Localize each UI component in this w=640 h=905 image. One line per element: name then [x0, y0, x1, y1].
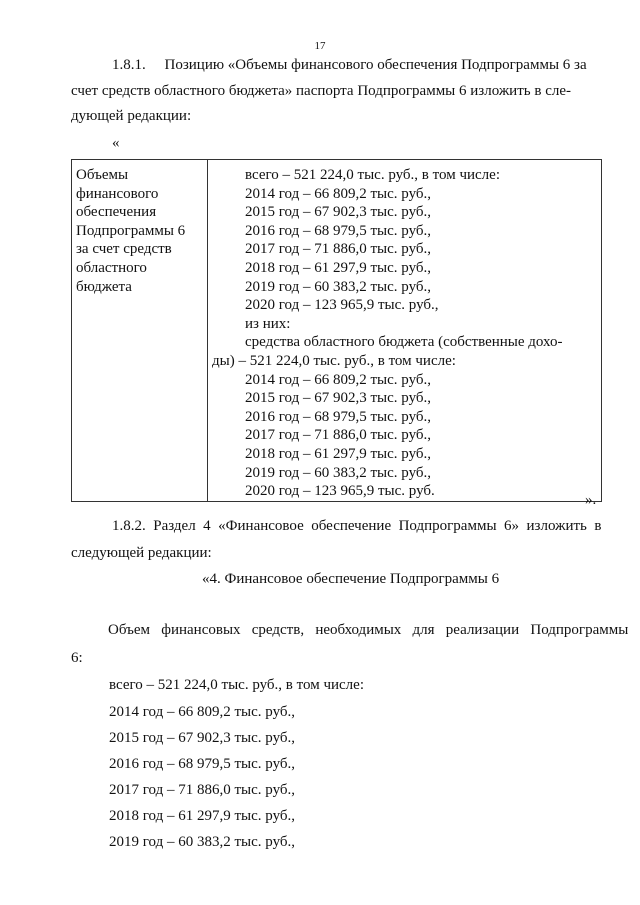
left-cell-line: финансового — [76, 185, 159, 202]
close-quote: ». — [585, 492, 597, 508]
right-cell-line: 2016 год – 68 979,5 тыс. руб., — [245, 222, 432, 239]
funding-list-item: 2014 год – 66 809,2 тыс. руб., — [109, 704, 296, 720]
right-cell-line: 2018 год – 61 297,9 тыс. руб., — [245, 259, 432, 276]
right-cell-line: 2019 год – 60 383,2 тыс. руб., — [245, 464, 432, 481]
body-paragraph-line-2: 6: — [71, 650, 83, 666]
passport-table — [71, 159, 602, 502]
right-cell-line: 2016 год – 68 979,5 тыс. руб., — [245, 408, 432, 425]
right-cell-line: 2015 год – 67 902,3 тыс. руб., — [245, 204, 432, 221]
right-cell-line: 2017 год – 71 886,0 тыс. руб., — [245, 427, 432, 444]
right-cell-line: из них: — [245, 315, 291, 332]
body-paragraph-line-1: Объем финансовых средств, необходимых для реализации Подпрограммы — [108, 622, 629, 638]
funding-list-item: 2016 год – 68 979,5 тыс. руб., — [109, 756, 296, 772]
section-1-8-1-line-3: дующей редакции: — [71, 108, 192, 124]
left-cell-line: бюджета — [76, 278, 132, 295]
funding-list-item: всего – 521 224,0 тыс. руб., в том числе: — [109, 677, 364, 693]
left-cell-line: за счет средств — [76, 241, 172, 258]
page-number: 17 — [314, 40, 326, 52]
right-cell-hanging-line: ды) – 521 224,0 тыс. руб., в том числе: — [212, 352, 456, 369]
funding-list-item: 2018 год – 61 297,9 тыс. руб., — [109, 808, 296, 824]
section-1-8-1-line-2: счет средств областного бюджета» паспорта Подпрограммы 6 изложить в сле- — [71, 83, 571, 99]
right-cell-line: 2014 год – 66 809,2 тыс. руб., — [245, 185, 432, 202]
passport-left-cell — [72, 160, 208, 502]
left-cell-line: областного — [76, 259, 147, 276]
right-cell-line: 2017 год – 71 886,0 тыс. руб., — [245, 241, 432, 258]
funding-list-item: 2019 год – 60 383,2 тыс. руб., — [109, 834, 296, 850]
right-cell-line: 2020 год – 123 965,9 тыс. руб., — [245, 297, 439, 314]
passport-right-cell — [208, 160, 602, 502]
section-1-8-1-line-1: 1.8.1. Позицию «Объемы финансового обеспечения Подпрограммы 6 за — [112, 57, 587, 73]
right-cell-line: средства областного бюджета (собственные дохо- — [245, 334, 563, 351]
right-cell-line: 2014 год – 66 809,2 тыс. руб., — [245, 371, 432, 388]
open-quote: « — [112, 135, 120, 151]
right-cell-line: 2018 год – 61 297,9 тыс. руб., — [245, 445, 432, 462]
left-cell-line: обеспечения — [76, 204, 157, 221]
section-heading: «4. Финансовое обеспечение Подпрограммы 6 — [202, 571, 500, 587]
funding-list-item: 2017 год – 71 886,0 тыс. руб., — [109, 782, 296, 798]
left-cell-line: Подпрограммы 6 — [76, 222, 186, 239]
right-cell-line: 2019 год – 60 383,2 тыс. руб., — [245, 278, 432, 295]
left-cell-line: Объемы — [76, 167, 129, 183]
funding-list-item: 2015 год – 67 902,3 тыс. руб., — [109, 730, 296, 746]
right-cell-line: всего – 521 224,0 тыс. руб., в том числе: — [245, 167, 500, 183]
section-1-8-2-line-2: следующей редакции: — [71, 545, 212, 561]
right-cell-line: 2020 год – 123 965,9 тыс. руб. — [245, 483, 435, 500]
section-1-8-2-line-1: 1.8.2. Раздел 4 «Финансовое обеспечение Подпрограммы 6» изложить в — [112, 518, 602, 534]
right-cell-line: 2015 год – 67 902,3 тыс. руб., — [245, 390, 432, 407]
